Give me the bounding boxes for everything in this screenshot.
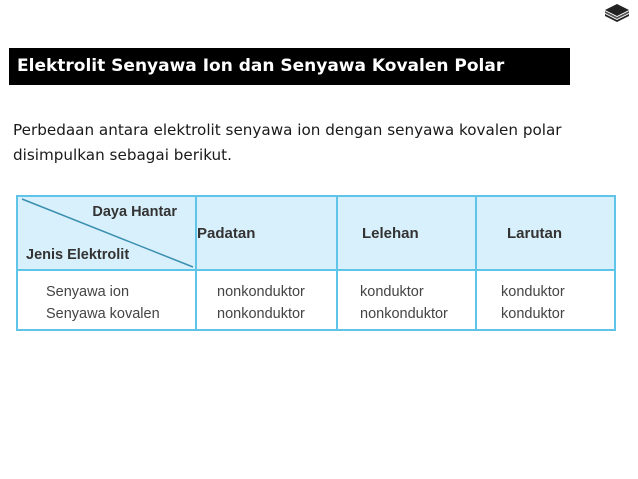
padatan-values-cell (196, 270, 337, 330)
table-cell: nonkonduktor (360, 306, 448, 322)
larutan-values-cell (476, 270, 615, 330)
corner-label-top: Daya Hantar (92, 204, 177, 220)
table-row (17, 270, 615, 330)
lelehan-values-cell (337, 270, 476, 330)
row-label-senyawa-ion: Senyawa ion (46, 284, 130, 300)
table-cell: konduktor (501, 306, 565, 322)
column-header-larutan: Larutan (476, 196, 615, 270)
slide-stack-icon (603, 2, 631, 24)
intro-text: Perbedaan antara elektrolit senyawa ion dengan senyawa kovalen polar disimpulkan sebagai berikut. (13, 121, 562, 164)
table-cell: konduktor (360, 284, 424, 300)
column-header-lelehan: Lelehan (337, 196, 476, 270)
table-cell: konduktor (501, 284, 565, 300)
row-label-senyawa-kovalen: Senyawa kovalen (46, 306, 160, 322)
row-labels-cell (17, 270, 196, 330)
corner-header-cell (17, 196, 196, 270)
slide-title: Elektrolit Senyawa Ion dan Senyawa Kovalen Polar (9, 48, 570, 85)
corner-label-bottom: Jenis Elektrolit (26, 247, 130, 263)
comparison-table (16, 195, 616, 331)
table-cell: nonkonduktor (217, 284, 305, 300)
column-header-padatan: Padatan (196, 196, 337, 270)
table-cell: nonkonduktor (217, 306, 305, 322)
